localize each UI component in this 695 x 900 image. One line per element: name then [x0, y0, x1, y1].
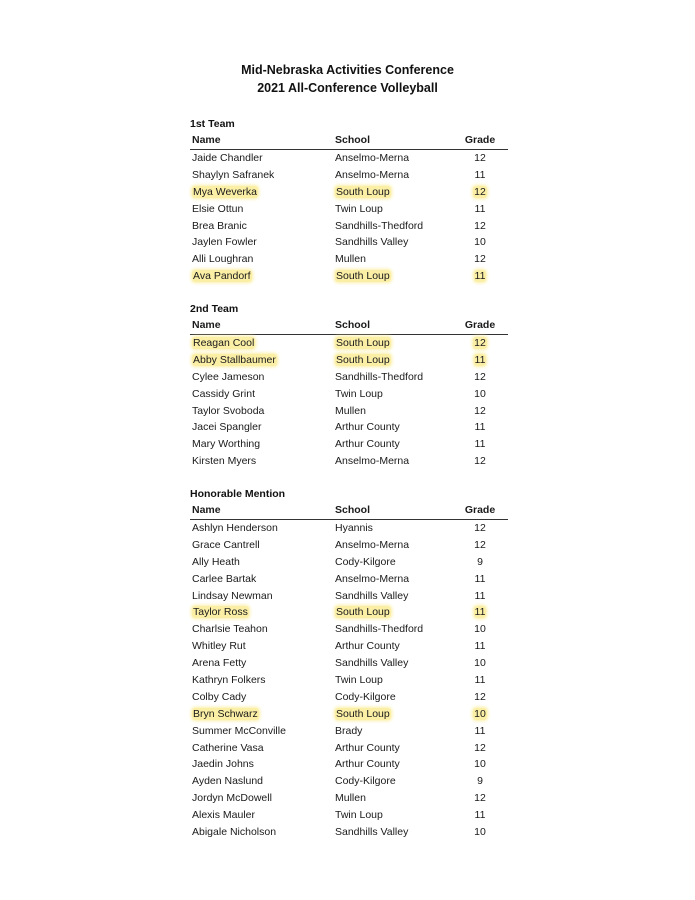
section-heading: 1st Team [190, 118, 235, 130]
section-honorable-mention [190, 486, 508, 841]
player-school [335, 268, 391, 285]
player-grade-text: 12 [474, 690, 486, 703]
player-school-text: Arthur County [335, 421, 400, 434]
player-school [335, 706, 391, 723]
player-school-text: Anselmo-Merna [335, 538, 410, 551]
player-school [335, 571, 409, 588]
player-name-text: Abby Stallbaumer [193, 353, 276, 366]
table-row [190, 588, 508, 605]
player-grade [460, 604, 500, 621]
player-school-text: Brady [335, 724, 363, 737]
player-school-text: South Loup [336, 337, 390, 349]
player-school-text: Cody-Kilgore [335, 775, 396, 788]
column-header-grade [460, 132, 500, 149]
player-grade-text: 12 [474, 253, 486, 266]
player-grade [460, 268, 500, 285]
player-name-text: Kathryn Folkers [192, 674, 266, 687]
player-name-text: Shaylyn Safranek [192, 168, 275, 181]
player-grade [460, 756, 500, 773]
player-grade-text: 9 [477, 555, 483, 568]
player-grade [460, 201, 500, 218]
player-grade-text: 11 [474, 421, 486, 434]
player-grade-text: 10 [474, 657, 486, 670]
player-name [192, 655, 246, 672]
player-school [335, 184, 391, 201]
player-name-text: Kirsten Myers [192, 455, 257, 468]
player-grade [460, 251, 500, 268]
player-name [192, 756, 254, 773]
column-header-name [192, 502, 221, 519]
column-header-school [335, 317, 370, 334]
player-name [192, 436, 260, 453]
player-school-text: Hyannis [335, 522, 373, 534]
player-school-text: Sandhills-Thedford [335, 623, 424, 636]
player-name-text: Elsie Ottun [192, 202, 244, 215]
player-school-text: Twin Loup [335, 387, 383, 400]
player-school [335, 453, 409, 470]
player-grade-text: 12 [474, 741, 486, 754]
player-name [192, 571, 256, 588]
player-name-text: Arena Fetty [192, 657, 247, 670]
table-row [190, 403, 508, 420]
table-row [190, 807, 508, 824]
player-grade-text: 11 [474, 724, 486, 737]
page-title-line-1: Mid-Nebraska Activities Conference [241, 63, 454, 77]
player-grade [460, 621, 500, 638]
player-name [192, 588, 273, 605]
player-grade [460, 403, 500, 420]
player-name-text: Bryn Schwarz [193, 707, 258, 720]
column-header-school-text: School [335, 504, 371, 516]
table-row [190, 740, 508, 757]
player-name-text: Jordyn McDowell [192, 792, 272, 805]
column-header-school [335, 132, 370, 149]
player-school-text: Twin Loup [335, 202, 383, 215]
player-school-text: Arthur County [335, 741, 400, 754]
player-name-text: Catherine Vasa [192, 741, 264, 754]
column-header-grade [460, 317, 500, 334]
player-name-text: Taylor Ross [193, 606, 248, 619]
player-grade-text: 12 [474, 152, 486, 164]
player-name-text: Cylee Jameson [192, 370, 265, 383]
player-school-text: Twin Loup [335, 809, 383, 822]
table-row [190, 571, 508, 588]
player-grade-text: 12 [474, 370, 486, 383]
table-row [190, 655, 508, 672]
player-grade-text: 12 [474, 538, 486, 551]
table-row [190, 689, 508, 706]
table-row [190, 756, 508, 773]
player-grade [460, 352, 500, 369]
player-grade [460, 184, 500, 201]
player-grade-text: 11 [474, 353, 486, 366]
player-name [192, 824, 276, 841]
player-school-text: Sandhills Valley [335, 589, 409, 602]
player-name-text: Ally Heath [192, 555, 240, 568]
player-grade [460, 824, 500, 841]
player-school [335, 419, 400, 436]
player-grade [460, 706, 500, 723]
player-name-text: Mary Worthing [192, 438, 261, 451]
player-name [192, 554, 240, 571]
player-school [335, 201, 383, 218]
column-header-name [192, 132, 221, 149]
player-school-text: Sandhills-Thedford [335, 370, 424, 383]
table-header-row [190, 317, 508, 335]
player-grade-text: 12 [474, 219, 486, 232]
player-school [335, 554, 396, 571]
player-school [335, 537, 409, 554]
player-grade [460, 554, 500, 571]
player-school [335, 740, 400, 757]
player-school [335, 218, 423, 235]
player-grade [460, 419, 500, 436]
table-row [190, 335, 508, 352]
player-grade-text: 11 [474, 589, 486, 602]
table-row [190, 268, 508, 285]
player-grade [460, 790, 500, 807]
section-heading: 2nd Team [190, 303, 239, 315]
player-grade-text: 10 [474, 387, 486, 400]
table-row [190, 773, 508, 790]
player-grade [460, 218, 500, 235]
player-name [192, 621, 268, 638]
player-school [335, 773, 396, 790]
player-school [335, 588, 408, 605]
player-grade-text: 10 [474, 758, 486, 771]
player-school [335, 655, 408, 672]
table-row [190, 621, 508, 638]
player-name-text: Ayden Naslund [192, 775, 264, 788]
player-grade [460, 672, 500, 689]
player-name-text: Charlsie Teahon [192, 623, 268, 636]
player-grade-text: 12 [474, 792, 486, 805]
player-school-text: Mullen [335, 792, 366, 805]
player-school-text: Arthur County [335, 640, 400, 653]
player-name [192, 167, 274, 184]
player-school-text: Anselmo-Merna [335, 572, 410, 585]
table-row [190, 723, 508, 740]
player-school-text: Arthur County [335, 438, 400, 451]
table-row [190, 251, 508, 268]
player-name [192, 520, 278, 537]
player-grade [460, 740, 500, 757]
player-grade-text: 12 [474, 337, 486, 349]
player-name [192, 234, 257, 251]
table-row [190, 604, 508, 621]
player-school [335, 352, 391, 369]
player-name-text: Grace Cantrell [192, 538, 260, 551]
table-row [190, 218, 508, 235]
player-grade [460, 773, 500, 790]
player-school [335, 604, 391, 621]
table-row [190, 234, 508, 251]
player-name-text: Alli Loughran [192, 253, 254, 266]
player-grade [460, 655, 500, 672]
table-row [190, 201, 508, 218]
player-school-text: South Loup [336, 185, 390, 198]
player-grade-text: 11 [474, 202, 486, 215]
player-name-text: Alexis Mauler [192, 809, 256, 822]
player-school-text: Mullen [335, 404, 366, 417]
player-name [192, 419, 261, 436]
player-school [335, 234, 408, 251]
player-name-text: Jaedin Johns [192, 758, 254, 771]
player-name [192, 807, 255, 824]
player-grade [460, 689, 500, 706]
player-grade-text: 10 [474, 623, 486, 636]
player-grade [460, 571, 500, 588]
player-school-text: Anselmo-Merna [335, 455, 410, 468]
player-school [335, 335, 391, 352]
player-name [192, 201, 243, 218]
player-school-text: Cody-Kilgore [335, 690, 396, 703]
page-title-line-2: 2021 All-Conference Volleyball [257, 81, 438, 95]
player-name [192, 386, 255, 403]
player-grade [460, 167, 500, 184]
player-name [192, 689, 246, 706]
player-name [192, 672, 266, 689]
player-school-text: Anselmo-Merna [335, 168, 410, 181]
player-name [192, 706, 259, 723]
player-school-text: Cody-Kilgore [335, 555, 396, 568]
player-grade-text: 11 [474, 606, 486, 619]
table-row [190, 419, 508, 436]
player-school [335, 824, 408, 841]
player-name-text: Mya Weverka [193, 185, 257, 198]
player-name-text: Colby Cady [192, 690, 247, 703]
player-name-text: Abigale Nicholson [192, 826, 277, 839]
player-name [192, 790, 272, 807]
column-header-name-text: Name [192, 319, 221, 331]
player-name-text: Jacei Spangler [192, 421, 262, 434]
player-name-text: Lindsay Newman [192, 589, 273, 602]
player-school [335, 403, 366, 420]
player-name-text: Jaylen Fowler [192, 236, 257, 249]
section-2nd-team [190, 301, 508, 470]
player-school-text: Twin Loup [335, 674, 383, 687]
player-school-text: Sandhills Valley [335, 826, 409, 839]
player-name [192, 773, 263, 790]
player-school [335, 436, 400, 453]
player-name-text: Jaide Chandler [192, 152, 263, 164]
player-school [335, 723, 362, 740]
column-header-grade [460, 502, 500, 519]
player-school-text: Sandhills-Thedford [335, 219, 424, 232]
player-grade-text: 12 [474, 455, 486, 468]
player-school-text: South Loup [336, 353, 390, 366]
player-school [335, 790, 366, 807]
player-grade-text: 11 [474, 572, 486, 585]
player-grade-text: 12 [474, 185, 486, 198]
table-row [190, 554, 508, 571]
column-header-school [335, 502, 370, 519]
player-grade [460, 807, 500, 824]
table-row [190, 706, 508, 723]
player-school [335, 689, 396, 706]
table-row [190, 453, 508, 470]
player-name [192, 638, 246, 655]
player-name [192, 184, 258, 201]
table-row [190, 537, 508, 554]
player-name [192, 740, 264, 757]
player-grade-text: 12 [474, 404, 486, 417]
player-name-text: Summer McConville [192, 724, 286, 737]
player-grade [460, 234, 500, 251]
player-name [192, 453, 256, 470]
player-name [192, 369, 264, 386]
table-row [190, 369, 508, 386]
column-header-grade-text: Grade [464, 319, 496, 331]
column-header-school-text: School [335, 319, 371, 331]
table-header-row [190, 132, 508, 150]
player-grade-text: 11 [474, 168, 486, 181]
player-school [335, 638, 400, 655]
player-grade-text: 10 [474, 707, 486, 720]
player-name [192, 335, 255, 352]
player-school [335, 369, 423, 386]
player-school [335, 386, 383, 403]
player-school-text: South Loup [336, 606, 390, 619]
player-school [335, 520, 373, 537]
player-school [335, 621, 423, 638]
player-school-text: South Loup [336, 707, 390, 720]
table-row [190, 184, 508, 201]
player-grade-text: 11 [474, 640, 486, 653]
player-name-text: Carlee Bartak [192, 572, 257, 585]
player-name [192, 403, 264, 420]
player-grade [460, 369, 500, 386]
player-name [192, 723, 286, 740]
player-school [335, 756, 400, 773]
player-name [192, 604, 249, 621]
player-name-text: Cassidy Grint [192, 387, 256, 400]
player-grade-text: 10 [474, 236, 486, 249]
table-row [190, 638, 508, 655]
player-school-text: South Loup [336, 270, 390, 283]
table-row [190, 352, 508, 369]
table-row [190, 824, 508, 841]
player-name-text: Whitley Rut [192, 640, 246, 653]
player-grade [460, 335, 500, 352]
player-grade-text: 11 [474, 809, 486, 822]
player-grade-text: 11 [474, 674, 486, 687]
player-school [335, 251, 366, 268]
player-school-text: Sandhills Valley [335, 236, 409, 249]
section-1st-team [190, 116, 508, 285]
player-grade [460, 638, 500, 655]
player-grade [460, 453, 500, 470]
column-header-grade-text: Grade [464, 504, 496, 516]
table-row [190, 386, 508, 403]
player-school [335, 167, 409, 184]
player-school [335, 150, 409, 167]
player-name [192, 150, 263, 167]
column-header-school-text: School [335, 134, 371, 146]
player-name [192, 218, 247, 235]
player-school [335, 672, 383, 689]
player-grade-text: 11 [474, 270, 486, 283]
player-name-text: Brea Branic [192, 219, 247, 232]
player-grade [460, 723, 500, 740]
player-grade-text: 11 [474, 438, 486, 451]
player-grade [460, 150, 500, 167]
player-grade [460, 436, 500, 453]
player-grade [460, 537, 500, 554]
player-name-text: Ava Pandorf [193, 270, 251, 283]
player-grade-text: 9 [477, 775, 483, 788]
table-row [190, 790, 508, 807]
table-header-row [190, 502, 508, 520]
player-name [192, 537, 260, 554]
player-school-text: Sandhills Valley [335, 657, 409, 670]
column-header-name [192, 317, 221, 334]
player-grade [460, 520, 500, 537]
player-name [192, 251, 253, 268]
table-row [190, 436, 508, 453]
table-row [190, 672, 508, 689]
player-grade-text: 12 [474, 522, 486, 534]
player-name-text: Reagan Cool [193, 337, 255, 349]
section-heading: Honorable Mention [190, 488, 286, 500]
player-name-text: Ashlyn Henderson [192, 522, 278, 534]
column-header-name-text: Name [192, 504, 221, 516]
player-school-text: Mullen [335, 253, 366, 266]
player-school-text: Anselmo-Merna [335, 152, 410, 164]
player-grade-text: 10 [474, 826, 486, 839]
table-row [190, 520, 508, 537]
column-header-grade-text: Grade [464, 134, 496, 146]
player-name-text: Taylor Svoboda [192, 404, 265, 417]
player-grade [460, 588, 500, 605]
table-row [190, 150, 508, 167]
player-school-text: Arthur County [335, 758, 400, 771]
player-name [192, 352, 277, 369]
column-header-name-text: Name [192, 134, 221, 146]
player-name [192, 268, 252, 285]
player-grade [460, 386, 500, 403]
table-row [190, 167, 508, 184]
player-school [335, 807, 383, 824]
